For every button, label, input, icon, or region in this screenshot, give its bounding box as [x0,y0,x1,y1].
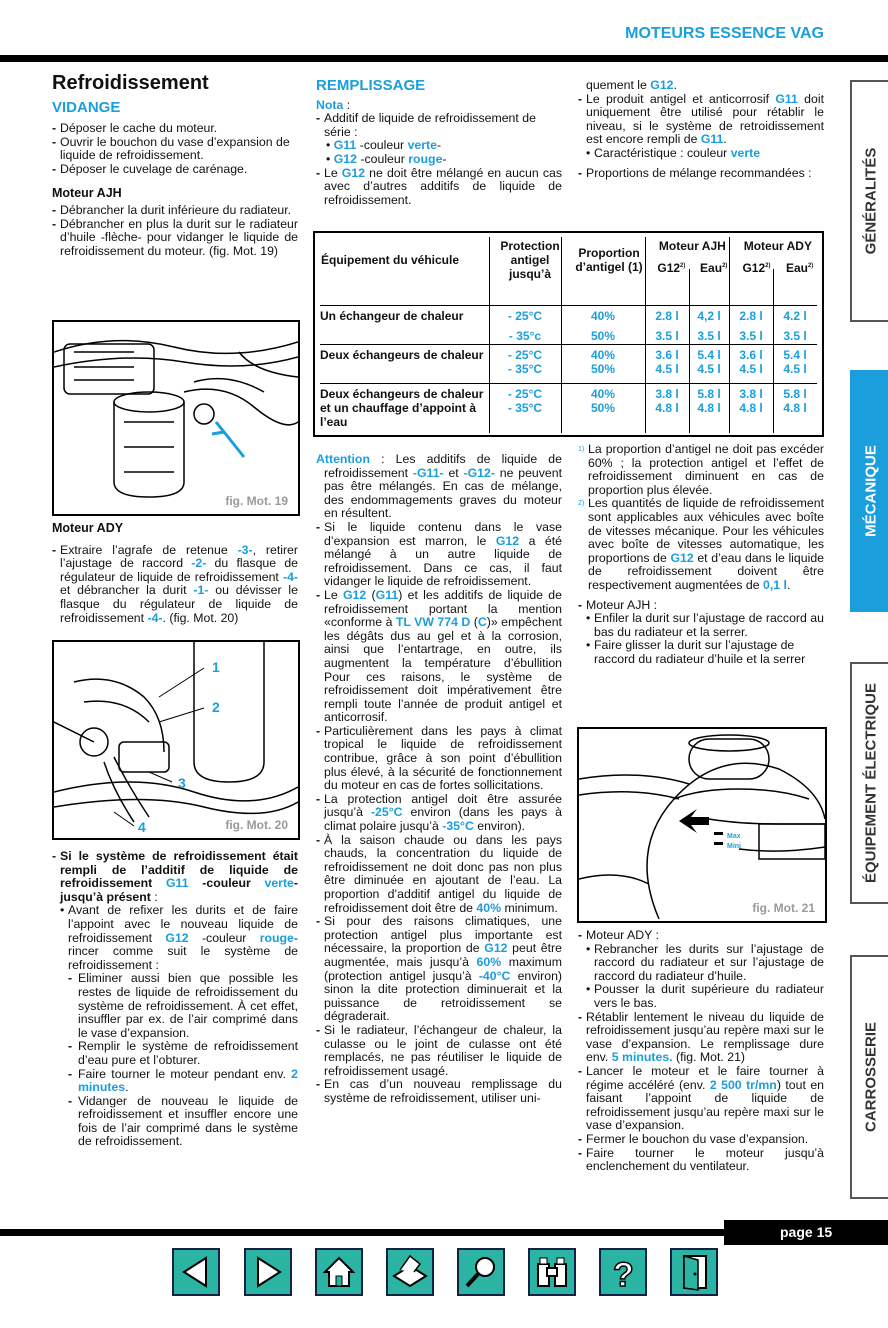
table-cell-value: 5.4 l [783,348,807,362]
nota: Nota : [316,97,351,112]
table-cell-value: - 35°C [507,401,543,415]
list-item: - Débrancher en plus la durit sur le radiateur d’huile -flèche- pour vidanger le liquide de refroidissement du moteur. (fig. Mot. 19) [52,218,298,259]
continued-text: quement le G12. [586,78,677,92]
table-cell [775,348,815,376]
list-item: - Vidanger de nouveau le liquide de refroidissement et insuffler encore une fois de l’air comprimé dans le système de refroidissement. [68,1095,298,1149]
table-cell-value: 3.5 l [739,329,763,343]
list-item: • Enfiler la durit sur l’ajustage de raccord au bas du radiateur et la serrer. [586,612,824,639]
proportions-table [313,231,824,437]
list-item: - Le G12 ne doit être mélangé en aucun cas avec d’autres additifs de liquide de refroidissement. [316,167,562,208]
table-cell-value: 4.5 l [739,362,763,376]
list-item: - Déposer le cache du moteur. [52,122,298,136]
table-cell-value: 4.5 l [655,362,679,376]
list-item: - Additif de liquide de refroidissement de série : [316,112,562,139]
table-cell-value: 50% [590,329,616,343]
figure-mot-19 [52,320,300,516]
table-cell [491,309,559,343]
table-cell-value: 4,2 l [697,309,721,323]
table-cell-value: 40% [590,309,616,323]
arrow-icon [679,809,709,833]
table-cell-value: - 25°C [507,309,543,323]
tab-equipement-label: ÉQUIPEMENT ÉLECTRIQUE [862,682,880,884]
table-cell [563,309,643,343]
list-item: - Faire tourner le moteur pendant env. 2 minutes. [68,1068,298,1095]
table-cell-value: - 25°C [507,348,543,362]
table-cell-value: 40% [590,348,616,362]
print-button[interactable] [386,1248,434,1296]
next-icon [246,1250,290,1294]
tab-mecanique[interactable] [850,370,888,612]
divider [320,305,817,306]
tab-equipement-electrique[interactable] [850,662,888,904]
list-item: - Moteur AJH : [578,599,824,613]
right-top-block [578,79,824,180]
table-cell-value: 50% [590,401,616,415]
divider [489,237,490,433]
remplissage-block [316,79,562,207]
expansion-tank-drawing [579,729,825,921]
list-item: • G12 -couleur rouge- [326,151,447,166]
table-cell [563,387,643,415]
col-header: Moteur ADY [743,239,812,253]
list-item: - Si le liquide contenu dans le vase d’expansion est marron, le G12 a été mélangé à un autre liquide de refroidissement. Dans ce cas, il faut vidanger le liquide de refroidissement. [316,521,562,589]
table-cell-value: 4.8 l [783,401,807,415]
col-header: G12$^{2)}$ [657,260,686,275]
table-cell [691,348,727,376]
list-item: • Pousser la durit supérieure du radiateur vers le bas. [586,983,824,1010]
table-cell-value: 3.6 l [655,348,679,362]
divider [645,237,646,433]
list-item: - Lancer le moteur et le faire tourner à régime accéléré (env. 2 500 tr/mn) tout en faisant l’appoint de liquide de refroidissement jusqu’au repère maxi sur le vase d’expansion. [578,1065,824,1133]
table-cell-value: 40% [590,387,616,401]
max-label: Max [727,833,741,840]
col-header: G12$^{2)}$ [742,260,771,275]
col-header: Eau$^{2)}$ [700,260,728,275]
table-cell-value: 5.8 l [697,387,721,401]
footnote-1: 1) La proportion d’antigel ne doit pas excéder 60% ; la protection antigel et l’effet de refroidissement diminuent en cas de proportion plus élevée. [578,442,824,497]
table-row-label: Deux échangeurs de chaleur [320,348,484,362]
callout-label: 1 [212,659,220,675]
table-cell [691,309,727,343]
print-icon [388,1250,432,1294]
figure-caption: fig. Mot. 21 [752,901,815,915]
table-cell-value: 2.8 l [655,309,679,323]
table-cell [731,309,771,343]
next-page-button[interactable] [244,1248,292,1296]
table-cell [647,348,687,376]
callout-label: 2 [212,699,220,715]
list-item: - Particulièrement dans les pays à climat tropical le liquide de refroidissement contribue, grâce à son point d’ébullition plus élevé, à la sécurité de fonctionnement du moteur en cas de fortes sollicitations. [316,725,562,793]
attention-note: Attention : Les additifs de liquide de refroidissement -G11- et -G12- ne peuvent pas être mélangés. En cas de mélange, des endommagements graves du moteur en résultent. [316,452,562,521]
right-notes [578,443,824,667]
table-cell-value: 3.8 l [739,387,763,401]
list-item: • Caractéristique : couleur verte [586,147,824,161]
tab-carrosserie[interactable] [850,955,888,1199]
list-item: - Débrancher la durit inférieure du radiateur. [52,204,298,218]
moteur-ady-title: Moteur ADY [52,521,124,535]
list-item: - Proportions de mélange recommandées : [578,167,824,181]
table-cell-value: 4.5 l [697,362,721,376]
list-item: - Le G12 (G11) et les additifs de liquide de refroidissement portant la mention «conforme à TL VW 774 D (C)» empêchent les dégâts dus au gel et à la corrosion, ainsi que l’entartrage, en outre, ils augmentent la température d’ébullition Pour ces raisons, le système de refroidissement doit impérativement être rempli toute l’année de produit antigel et anticorrosif. [316,589,562,725]
top-rule [0,55,888,62]
footnote-2: 2) Les quantités de liquide de refroidissement sont applicables aux véhicules avec boîte de vitesses mécanique. Pour les véhicules avec boîte de vitesses automatique, les proportions de G12 et d’eau dans le liquide de refroidissement doivent être respectivement augmentées de 0,1 l. [578,496,824,592]
figure-caption: fig. Mot. 20 [225,818,288,832]
callout-label: 4 [138,819,146,835]
tab-generalites[interactable] [850,80,888,322]
col-header: Eau$^{2)}$ [785,260,814,275]
table-cell-value: - 35°C [507,362,543,376]
header-title: MOTEURS ESSENCE VAG [625,25,824,42]
table-cell-value: 3.6 l [739,348,763,362]
previous-page-button[interactable] [172,1248,220,1296]
figure-mot-21 [577,727,827,923]
svg-text:?: ? [613,1256,634,1294]
divider [689,269,690,433]
divider [561,237,562,433]
left-column [52,72,298,259]
list-item: - Faire tourner le moteur jusqu’à enclenchement du ventilateur. [578,1147,824,1174]
list-item: - La protection antigel doit être assurée jusqu’à -25°C environ (dans les pays à climat polaire jusqu’à -35°C environ). [316,793,562,834]
table-cell-value: 3.5 l [655,329,679,343]
list-item: • Rebrancher les durits sur l’ajustage de raccord du radiateur et sur l’ajustage de raccord du radiateur d’huile. [586,943,824,984]
list-item: - Déposer le cuvelage de carénage. [52,163,298,177]
table-cell [491,348,559,376]
figure-caption: fig. Mot. 19 [225,494,288,508]
moteur-ady-block [52,522,298,625]
table-cell-value: 3.5 l [697,329,721,343]
divider [320,383,817,384]
table-cell [563,348,643,376]
col-header: Proportion d’antigel (1) [575,246,643,274]
divider [773,269,774,433]
list-item: - Eliminer aussi bien que possible les restes de liquide de refroidissement du système de refroidissement. À cet effet, insuffler par ex. de l’air comprimé dans le vase d’expansion. [68,972,298,1040]
table-cell-value: 5.8 l [783,387,807,401]
table-cell-value: 4.8 l [655,401,679,415]
list-item: - Rétablir lentement le niveau du liquide de refroidissement jusqu’au repère maxi sur le vase d’expansion. Le remplissage dure env. 5 minutes. (fig. Mot. 21) [578,1011,824,1065]
list-item: - Le produit antigel et anticorrosif G11 doit uniquement être utilisé pour rétablir le niveau, si le système de retroidissement est encore rempli de G11. [578,93,824,147]
rincage-block [52,850,298,1149]
list-item: - Fermer le bouchon du vase d’expansion. [578,1133,824,1147]
list-item: - Si le radiateur, l’échangeur de chaleur, la culasse ou le joint de culasse ont été remplacés, ne pas réutiliser le liquide de refroidissement usagé. [316,1024,562,1078]
help-icon [601,1250,645,1294]
table-cell [647,387,687,415]
table-row-label: Un échangeur de chaleur [320,309,464,323]
table [318,239,821,281]
divider [320,344,817,345]
tab-carrosserie-label: CARROSSERIE [862,1021,880,1133]
list-item: - Si pour des raisons climatiques, une protection antigel plus importante est nécessaire, la proportion de G12 peut être augmentée, mais jusqu’à 60% maximum (protection antigel jusqu’à -40°C environ) sinon la dite protection diminuerait et la puissance de retroidissement se dégraderait. [316,915,562,1024]
table-cell-value: 4.8 l [739,401,763,415]
table-row-label: Deux échangeurs de chaleur et un chauffage d’appoint à l’eau [320,387,484,429]
list-item: - En cas d’un nouveau remplissage du système de refroidissement, utiliser uni- [316,1078,562,1105]
help-button[interactable] [599,1248,647,1296]
table-cell-value: - 25°C [507,387,543,401]
middle-notes [316,453,562,1106]
home-button[interactable] [315,1248,363,1296]
divider [729,237,730,433]
tab-generalites-label: GÉNÉRALITÉS [862,147,880,255]
table-cell-value: 4.8 l [697,401,721,415]
exit-button[interactable] [670,1248,718,1296]
prev-icon [174,1250,218,1294]
search-icon [459,1250,503,1294]
table-cell-value: 50% [590,362,616,376]
moteur-ajh-title: Moteur AJH [52,185,122,200]
remplissage-title: REMPLISSAGE [316,77,426,94]
exit-icon [672,1250,716,1294]
table-cell-value: 5.4 l [697,348,721,362]
table-cell [491,387,559,415]
table-cell [691,387,727,415]
search-button[interactable] [457,1248,505,1296]
list-item: - À la saison chaude ou dans les pays chauds, la concentration du liquide de refroidissement ne doit donc pas non plus être diminuée en ajoutant de l’eau. La proportion d’additif antigel du liquide de refroidissement doit être de 40% minimum. [316,834,562,916]
table-cell-value: 3.8 l [655,387,679,401]
table-cell-value: 2.8 l [739,309,763,323]
list-item: - Ouvrir le bouchon du vase d’expansion de liquide de refroidissement. [52,136,298,163]
right-bottom-block [578,929,824,1174]
table-cell-value: - 35°c [508,329,542,343]
table-cell [775,387,815,415]
table-cell [731,387,771,415]
list-item: • Avant de refixer les durits et de faire l’appoint avec le nouveau liquide de refroidissement G12 -couleur rouge-rincer comme suit le système de refroidissement : [60,904,298,972]
list-item: - Moteur ADY : [578,929,824,943]
arrow-icon [212,422,244,457]
engine-drawing-20 [54,642,298,838]
list-item: • Faire glisser la durit sur l’ajustage de raccord du radiateur d’huile et la serrer [586,639,824,666]
table-cell [647,309,687,343]
table-cell [731,348,771,376]
home-icon [317,1250,361,1294]
table-cell [775,309,815,343]
list-item: • G11 -couleur verte- [326,138,442,153]
section-title: Refroidissement [52,72,209,94]
table-cell-value: 3.5 l [783,329,807,343]
list-item: - Extraire l’agrafe de retenue -3-, retirer l’ajustage de raccord -2- du flasque de régulateur de liquide de refroidissement -4- et débrancher la durit -1- ou dévisser le flasque du régulateur de liquide de refroidissement -4-. (fig. Mot. 20) [52,544,298,626]
table-cell-value: 4.2 l [783,309,807,323]
figure-mot-20 [52,640,300,840]
engine-drawing-19 [54,322,298,514]
binoculars-icon [530,1250,574,1294]
tab-mecanique-label: MÉCANIQUE [862,445,880,537]
vidange-title: VIDANGE [52,98,121,116]
col-header: Moteur AJH [658,239,726,253]
find-button[interactable] [528,1248,576,1296]
table-cell-value: 4.5 l [783,362,807,376]
col-header: Protection antigel jusqu’à [500,239,560,281]
list-item: - Remplir le système de refroidissement d’eau pure et l’obturer. [68,1040,298,1067]
callout-label: 3 [178,775,186,791]
list-item: - Si le système de refroidissement était rempli de l’additif de liquide de refroidissement G11 -couleur verte-jusqu’à présent : [52,850,298,904]
mini-label: Mini [727,843,741,850]
col-header: Équipement du véhicule [321,253,460,267]
page-number: page 15 [724,1220,888,1245]
